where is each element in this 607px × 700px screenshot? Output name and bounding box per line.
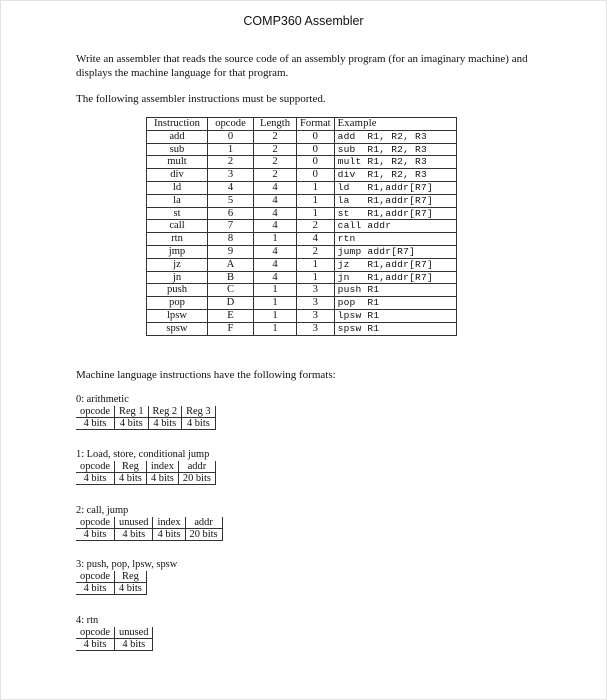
instruction-cell: rtn bbox=[147, 233, 208, 246]
size-cell: 4 bits bbox=[182, 418, 216, 430]
format-cell: 3 bbox=[297, 309, 335, 322]
example-cell: ld R1,addr[R7] bbox=[334, 181, 456, 194]
size-cell: 4 bits bbox=[76, 639, 115, 651]
opcode-cell: 5 bbox=[208, 194, 254, 207]
opcode-cell: 0 bbox=[208, 130, 254, 143]
format-0 bbox=[76, 394, 216, 430]
field-cell: opcode bbox=[76, 406, 115, 418]
example-cell: jz R1,addr[R7] bbox=[334, 258, 456, 271]
length-cell: 4 bbox=[254, 207, 297, 220]
instruction-cell: la bbox=[147, 194, 208, 207]
header-format: Format bbox=[297, 118, 335, 131]
format-cell: 2 bbox=[297, 220, 335, 233]
instruction-row bbox=[147, 181, 457, 194]
field-cell: index bbox=[153, 517, 185, 529]
instruction-row bbox=[147, 245, 457, 258]
example-cell: sub R1, R2, R3 bbox=[334, 143, 456, 156]
format-table bbox=[76, 627, 153, 651]
instruction-cell: spsw bbox=[147, 322, 208, 335]
instruction-table-header bbox=[147, 118, 457, 131]
field-cell: Reg 3 bbox=[182, 406, 216, 418]
size-cell: 4 bits bbox=[76, 473, 115, 485]
example-cell: push R1 bbox=[334, 284, 456, 297]
size-cell: 4 bits bbox=[76, 418, 115, 430]
format-cell: 0 bbox=[297, 143, 335, 156]
opcode-cell: E bbox=[208, 309, 254, 322]
length-cell: 1 bbox=[254, 309, 297, 322]
format-cell: 0 bbox=[297, 130, 335, 143]
instruction-row bbox=[147, 322, 457, 335]
format-table bbox=[76, 517, 223, 541]
instruction-row bbox=[147, 271, 457, 284]
length-cell: 4 bbox=[254, 245, 297, 258]
length-cell: 1 bbox=[254, 284, 297, 297]
field-cell: opcode bbox=[76, 517, 115, 529]
instruction-cell: add bbox=[147, 130, 208, 143]
opcode-cell: C bbox=[208, 284, 254, 297]
field-cell: Reg bbox=[115, 571, 147, 583]
example-cell: jn R1,addr[R7] bbox=[334, 271, 456, 284]
format-4 bbox=[76, 615, 153, 651]
format-cell: 3 bbox=[297, 322, 335, 335]
instruction-row bbox=[147, 284, 457, 297]
example-cell: jump addr[R7] bbox=[334, 245, 456, 258]
intro-paragraph: Write an assembler that reads the source code of an assembly program (for an imaginary machine) and displays the machine language for that program. bbox=[76, 53, 528, 79]
opcode-cell: F bbox=[208, 322, 254, 335]
format-cell: 1 bbox=[297, 271, 335, 284]
instruction-row bbox=[147, 258, 457, 271]
field-cell: opcode bbox=[76, 461, 115, 473]
instruction-row bbox=[147, 156, 457, 169]
size-cell: 4 bits bbox=[148, 418, 182, 430]
field-cell: unused bbox=[115, 517, 153, 529]
field-cell: Reg bbox=[115, 461, 147, 473]
size-cell: 20 bits bbox=[178, 473, 215, 485]
format-label: 0: arithmetic bbox=[76, 394, 129, 405]
opcode-cell: 8 bbox=[208, 233, 254, 246]
opcode-cell: A bbox=[208, 258, 254, 271]
format-cell: 1 bbox=[297, 181, 335, 194]
length-cell: 2 bbox=[254, 169, 297, 182]
example-cell: spsw R1 bbox=[334, 322, 456, 335]
opcode-cell: 7 bbox=[208, 220, 254, 233]
format-label: 4: rtn bbox=[76, 615, 99, 626]
opcode-cell: 4 bbox=[208, 181, 254, 194]
example-cell: st R1,addr[R7] bbox=[334, 207, 456, 220]
instruction-cell: lpsw bbox=[147, 309, 208, 322]
opcode-cell: 3 bbox=[208, 169, 254, 182]
formats-intro: Machine language instructions have the following formats: bbox=[76, 369, 336, 381]
instruction-row bbox=[147, 220, 457, 233]
format-cell: 1 bbox=[297, 258, 335, 271]
format-label: 1: Load, store, conditional jump bbox=[76, 449, 210, 460]
size-cell: 4 bits bbox=[115, 639, 153, 651]
header-instruction: Instruction bbox=[147, 118, 208, 131]
field-cell: index bbox=[146, 461, 178, 473]
length-cell: 4 bbox=[254, 194, 297, 207]
format-cell: 1 bbox=[297, 207, 335, 220]
format-label: 3: push, pop, lpsw, spsw bbox=[76, 559, 178, 570]
instruction-row bbox=[147, 130, 457, 143]
length-cell: 4 bbox=[254, 181, 297, 194]
instruction-row bbox=[147, 207, 457, 220]
supported-paragraph: The following assembler instructions must be supported. bbox=[76, 93, 326, 105]
example-cell: la R1,addr[R7] bbox=[334, 194, 456, 207]
format-label: 2: call, jump bbox=[76, 505, 129, 516]
instruction-cell: call bbox=[147, 220, 208, 233]
field-cell: opcode bbox=[76, 571, 115, 583]
instruction-row bbox=[147, 233, 457, 246]
instruction-cell: div bbox=[147, 169, 208, 182]
field-cell: unused bbox=[115, 627, 153, 639]
format-table bbox=[76, 461, 216, 485]
opcode-cell: 6 bbox=[208, 207, 254, 220]
instruction-cell: jz bbox=[147, 258, 208, 271]
field-cell: addr bbox=[185, 517, 222, 529]
example-cell: add R1, R2, R3 bbox=[334, 130, 456, 143]
size-cell: 20 bits bbox=[185, 529, 222, 541]
format-3 bbox=[76, 559, 177, 595]
size-cell: 4 bits bbox=[115, 418, 149, 430]
format-cell: 3 bbox=[297, 284, 335, 297]
instruction-cell: push bbox=[147, 284, 208, 297]
size-cell: 4 bits bbox=[76, 583, 115, 595]
length-cell: 1 bbox=[254, 297, 297, 310]
length-cell: 1 bbox=[254, 233, 297, 246]
length-cell: 2 bbox=[254, 143, 297, 156]
size-cell: 4 bits bbox=[153, 529, 185, 541]
opcode-cell: B bbox=[208, 271, 254, 284]
page-title: COMP360 Assembler bbox=[243, 14, 364, 28]
format-cell: 3 bbox=[297, 297, 335, 310]
example-cell: pop R1 bbox=[334, 297, 456, 310]
format-1 bbox=[76, 449, 216, 485]
size-cell: 4 bits bbox=[115, 583, 147, 595]
instruction-cell: jmp bbox=[147, 245, 208, 258]
instruction-cell: ld bbox=[147, 181, 208, 194]
field-cell: opcode bbox=[76, 627, 115, 639]
format-cell: 4 bbox=[297, 233, 335, 246]
size-cell: 4 bits bbox=[146, 473, 178, 485]
format-cell: 0 bbox=[297, 169, 335, 182]
example-cell: lpsw R1 bbox=[334, 309, 456, 322]
header-length: Length bbox=[254, 118, 297, 131]
opcode-cell: D bbox=[208, 297, 254, 310]
header-example: Example bbox=[334, 118, 456, 131]
example-cell: rtn bbox=[334, 233, 456, 246]
length-cell: 2 bbox=[254, 156, 297, 169]
opcode-cell: 2 bbox=[208, 156, 254, 169]
instruction-cell: st bbox=[147, 207, 208, 220]
instruction-row bbox=[147, 194, 457, 207]
size-cell: 4 bits bbox=[76, 529, 115, 541]
field-cell: Reg 2 bbox=[148, 406, 182, 418]
instruction-row bbox=[147, 143, 457, 156]
instruction-row bbox=[147, 297, 457, 310]
instruction-cell: mult bbox=[147, 156, 208, 169]
opcode-cell: 9 bbox=[208, 245, 254, 258]
length-cell: 4 bbox=[254, 258, 297, 271]
instruction-cell: pop bbox=[147, 297, 208, 310]
instruction-table bbox=[146, 117, 457, 336]
instruction-row bbox=[147, 309, 457, 322]
format-table bbox=[76, 571, 147, 595]
format-cell: 2 bbox=[297, 245, 335, 258]
length-cell: 4 bbox=[254, 220, 297, 233]
instruction-row bbox=[147, 169, 457, 182]
instruction-cell: sub bbox=[147, 143, 208, 156]
format-2 bbox=[76, 505, 223, 541]
format-table bbox=[76, 406, 216, 430]
header-opcode: opcode bbox=[208, 118, 254, 131]
format-cell: 1 bbox=[297, 194, 335, 207]
field-cell: Reg 1 bbox=[115, 406, 149, 418]
field-cell: addr bbox=[178, 461, 215, 473]
example-cell: div R1, R2, R3 bbox=[334, 169, 456, 182]
length-cell: 4 bbox=[254, 271, 297, 284]
size-cell: 4 bits bbox=[115, 473, 147, 485]
example-cell: mult R1, R2, R3 bbox=[334, 156, 456, 169]
example-cell: call addr bbox=[334, 220, 456, 233]
length-cell: 1 bbox=[254, 322, 297, 335]
instruction-cell: jn bbox=[147, 271, 208, 284]
format-cell: 0 bbox=[297, 156, 335, 169]
length-cell: 2 bbox=[254, 130, 297, 143]
size-cell: 4 bits bbox=[115, 529, 153, 541]
opcode-cell: 1 bbox=[208, 143, 254, 156]
